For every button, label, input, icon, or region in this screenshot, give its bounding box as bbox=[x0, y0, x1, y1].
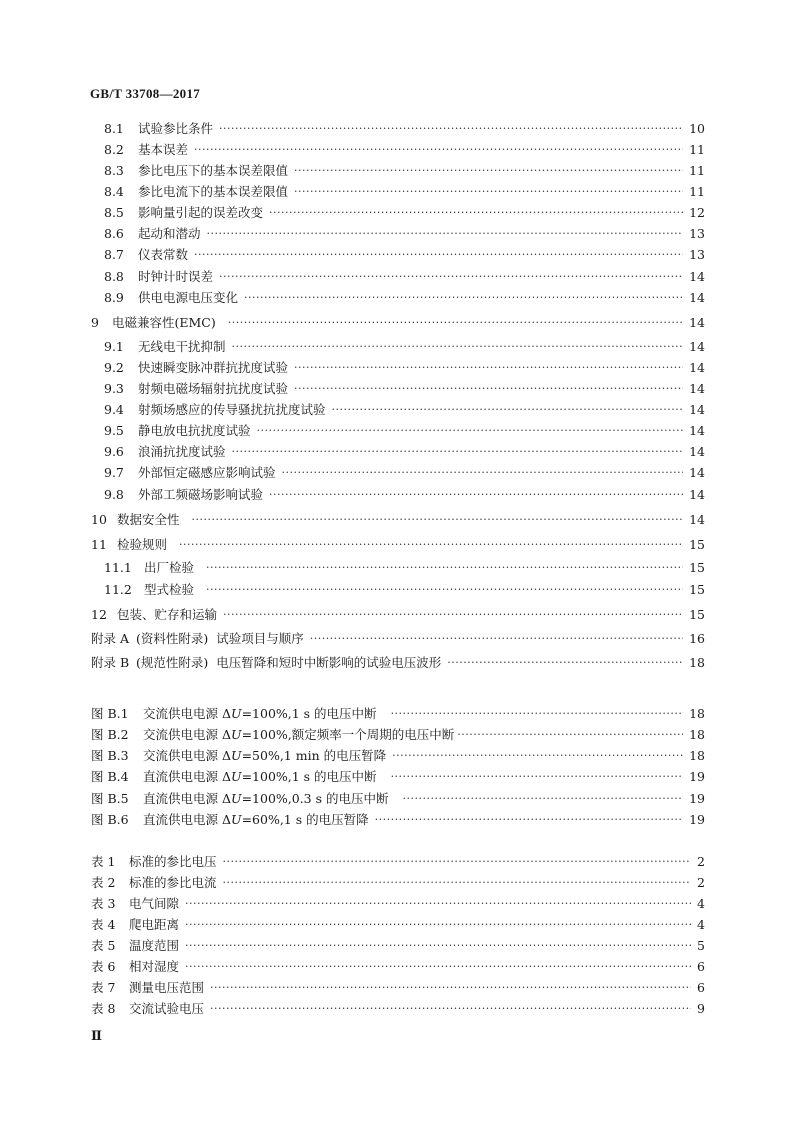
figure-entry-b2[interactable] bbox=[0, 725, 794, 745]
toc-title: 试验参比条件 bbox=[138, 121, 214, 136]
toc-number: 附录 A bbox=[91, 631, 130, 646]
toc-title: 浪涌抗扰度试验 bbox=[138, 444, 226, 459]
table-number: 表 8 bbox=[91, 1001, 116, 1016]
table-page: 4 bbox=[697, 896, 705, 911]
toc-number: 11 bbox=[91, 537, 107, 552]
toc-entry-9-8[interactable] bbox=[0, 485, 794, 505]
dot-leader bbox=[232, 337, 684, 357]
figure-number: 图 B.2 bbox=[91, 727, 129, 742]
figure-page: 18 bbox=[689, 727, 705, 742]
table-entry-7[interactable] bbox=[0, 978, 794, 998]
figure-entry-b6[interactable] bbox=[0, 810, 794, 830]
dot-leader bbox=[210, 978, 691, 998]
toc-number: 9.4 bbox=[104, 402, 124, 417]
figure-number: 图 B.5 bbox=[91, 791, 129, 806]
toc-page: 14 bbox=[689, 315, 705, 330]
toc-title: 检验规则 bbox=[117, 537, 168, 552]
toc-page: 14 bbox=[689, 512, 705, 527]
figure-title: 直流供电电源 ΔU=100%,1 s 的电压中断 bbox=[143, 769, 377, 784]
figure-number: 图 B.6 bbox=[91, 812, 129, 827]
dot-leader bbox=[223, 605, 683, 625]
dot-leader bbox=[457, 725, 683, 745]
dot-leader bbox=[185, 894, 691, 914]
dot-leader bbox=[391, 767, 684, 787]
toc-entry-8-8[interactable] bbox=[0, 267, 794, 287]
toc-entry-annex-a[interactable] bbox=[0, 629, 794, 649]
table-number: 表 2 bbox=[91, 875, 116, 890]
dot-leader bbox=[194, 140, 683, 160]
dot-leader bbox=[232, 442, 684, 462]
toc-number: 11.2 bbox=[104, 582, 132, 597]
toc-entry-11-1[interactable] bbox=[0, 558, 794, 578]
toc-title: 包装、贮存和运输 bbox=[117, 607, 218, 622]
toc-number: 8.3 bbox=[104, 163, 124, 178]
dot-leader bbox=[223, 852, 692, 872]
dot-leader bbox=[206, 558, 683, 578]
toc-page: 14 bbox=[689, 465, 705, 480]
figure-number: 图 B.3 bbox=[91, 748, 129, 763]
dot-leader bbox=[179, 535, 683, 555]
toc-page: 16 bbox=[689, 631, 705, 646]
figure-entry-b3[interactable] bbox=[0, 746, 794, 766]
toc-entry-9-5[interactable] bbox=[0, 421, 794, 441]
figure-title: 直流供电电源 ΔU=100%,0.3 s 的电压中断 bbox=[143, 791, 389, 806]
figure-title: 交流供电电源 ΔU=100%,1 s 的电压中断 bbox=[143, 706, 377, 721]
table-page: 2 bbox=[697, 854, 705, 869]
figure-page: 19 bbox=[689, 791, 705, 806]
toc-title: 起动和潜动 bbox=[138, 226, 201, 241]
toc-title: 出厂检验 bbox=[144, 560, 195, 575]
toc-entry-9-1[interactable] bbox=[0, 337, 794, 357]
figure-entry-b5[interactable] bbox=[0, 789, 794, 809]
dot-leader bbox=[375, 810, 683, 830]
table-title: 标准的参比电压 bbox=[129, 854, 217, 869]
dot-leader bbox=[403, 789, 684, 809]
dot-leader bbox=[392, 746, 683, 766]
toc-entry-8-5[interactable] bbox=[0, 203, 794, 223]
table-title: 电气间隙 bbox=[129, 896, 180, 911]
toc-entry-9-7[interactable] bbox=[0, 463, 794, 483]
toc-title: 射频电磁场辐射抗扰度试验 bbox=[138, 381, 289, 396]
dot-leader bbox=[269, 203, 683, 223]
toc-page: 10 bbox=[689, 121, 705, 136]
toc-page: 14 bbox=[689, 444, 705, 459]
table-number: 表 3 bbox=[91, 896, 116, 911]
toc-number: 8.8 bbox=[104, 269, 124, 284]
table-entry-6[interactable] bbox=[0, 957, 794, 977]
toc-page: 18 bbox=[689, 655, 705, 670]
toc-title: 影响量引起的误差改变 bbox=[138, 205, 264, 220]
dot-leader bbox=[294, 161, 683, 181]
dot-leader bbox=[294, 182, 683, 202]
toc-entry-11[interactable] bbox=[0, 535, 794, 555]
toc-title: 参比电压下的基本误差限值 bbox=[138, 163, 289, 178]
toc-page: 12 bbox=[689, 205, 705, 220]
toc-number: 8.2 bbox=[104, 142, 124, 157]
toc-page: 11 bbox=[689, 184, 705, 199]
toc-entry-8-9[interactable] bbox=[0, 288, 794, 308]
toc-title: 快速瞬变脉冲群抗扰度试验 bbox=[138, 360, 289, 375]
table-page: 5 bbox=[697, 938, 705, 953]
toc-title: 电磁兼容性(EMC) bbox=[112, 315, 216, 330]
dot-leader bbox=[219, 267, 683, 287]
table-number: 表 7 bbox=[91, 980, 116, 995]
toc-number: 9.7 bbox=[104, 465, 124, 480]
dot-leader bbox=[185, 957, 691, 977]
table-page: 4 bbox=[697, 917, 705, 932]
toc-page: 11 bbox=[689, 163, 705, 178]
toc-page: 14 bbox=[689, 402, 705, 417]
toc-number: 9.8 bbox=[104, 487, 124, 502]
dot-leader bbox=[219, 119, 683, 139]
toc-number: 12 bbox=[91, 607, 107, 622]
dot-leader bbox=[294, 379, 683, 399]
toc-number: 11.1 bbox=[104, 560, 132, 575]
toc-title: 基本误差 bbox=[138, 142, 189, 157]
table-title: 温度范围 bbox=[129, 938, 180, 953]
toc-entry-8-3[interactable] bbox=[0, 161, 794, 181]
dot-leader bbox=[223, 873, 692, 893]
toc-title: 外部工频磁场影响试验 bbox=[138, 487, 264, 502]
toc-page: 15 bbox=[689, 560, 705, 575]
toc-number: 8.4 bbox=[104, 184, 124, 199]
table-entry-3[interactable] bbox=[0, 894, 794, 914]
toc-number: 8.7 bbox=[104, 247, 124, 262]
toc-number: 9.6 bbox=[104, 444, 124, 459]
figure-title: 交流供电电源 ΔU=100%,额定频率一个周期的电压中断 bbox=[143, 727, 455, 742]
figure-entry-b4[interactable] bbox=[0, 767, 794, 787]
toc-number: 9.2 bbox=[104, 360, 124, 375]
table-title: 交流试验电压 bbox=[129, 1001, 205, 1016]
dot-leader bbox=[244, 288, 683, 308]
toc-page: 14 bbox=[689, 290, 705, 305]
figure-title: 交流供电电源 ΔU=50%,1 min 的电压暂降 bbox=[143, 748, 387, 763]
toc-page: 13 bbox=[689, 247, 705, 262]
table-number: 表 5 bbox=[91, 938, 116, 953]
toc-title: 外部恒定磁感应影响试验 bbox=[138, 465, 276, 480]
toc-title: 时钟计时误差 bbox=[138, 269, 214, 284]
toc-title: 供电电源电压变化 bbox=[138, 290, 239, 305]
toc-entry-annex-b[interactable] bbox=[0, 653, 794, 673]
toc-number: 9.1 bbox=[104, 339, 124, 354]
dot-leader bbox=[310, 629, 683, 649]
table-entry-1[interactable] bbox=[0, 852, 794, 872]
toc-entry-12[interactable] bbox=[0, 605, 794, 625]
toc-page: 15 bbox=[689, 537, 705, 552]
table-entry-5[interactable] bbox=[0, 936, 794, 956]
table-entry-8[interactable] bbox=[0, 999, 794, 1019]
toc-entry-9-4[interactable] bbox=[0, 400, 794, 420]
page-number: Ⅱ bbox=[91, 1028, 102, 1043]
table-page: 9 bbox=[697, 1001, 705, 1016]
toc-entry-8-1[interactable] bbox=[0, 119, 794, 139]
table-title: 测量电压范围 bbox=[129, 980, 205, 995]
toc-page: 11 bbox=[689, 142, 705, 157]
dot-leader bbox=[269, 485, 683, 505]
toc-title: (规范性附录) 电压暂降和短时中断影响的试验电压波形 bbox=[136, 655, 442, 670]
dot-leader bbox=[192, 510, 684, 530]
dot-leader bbox=[210, 999, 691, 1019]
toc-number: 9 bbox=[91, 315, 99, 330]
toc-page: 14 bbox=[689, 339, 705, 354]
dot-leader bbox=[282, 463, 684, 483]
toc-entry-9-3[interactable] bbox=[0, 379, 794, 399]
toc-title: 数据安全性 bbox=[117, 512, 180, 527]
table-entry-4[interactable] bbox=[0, 915, 794, 935]
document-header: GB/T 33708—2017 bbox=[90, 86, 201, 101]
dot-leader bbox=[257, 421, 684, 441]
dot-leader bbox=[194, 245, 683, 265]
toc-title: 射频场感应的传导骚扰抗扰度试验 bbox=[138, 402, 326, 417]
toc-page: 14 bbox=[689, 423, 705, 438]
figure-entry-b1[interactable] bbox=[0, 704, 794, 724]
toc-title: 无线电干扰抑制 bbox=[138, 339, 226, 354]
toc-page: 14 bbox=[689, 360, 705, 375]
toc-entry-9-6[interactable] bbox=[0, 442, 794, 462]
toc-entry-8-6[interactable] bbox=[0, 224, 794, 244]
figure-number: 图 B.1 bbox=[91, 706, 129, 721]
toc-title: 静电放电抗扰度试验 bbox=[138, 423, 251, 438]
toc-entry-9[interactable] bbox=[0, 313, 794, 333]
toc-number: 8.9 bbox=[104, 290, 124, 305]
toc-page: 15 bbox=[689, 607, 705, 622]
toc-title: 型式检验 bbox=[144, 582, 195, 597]
table-title: 相对湿度 bbox=[129, 959, 180, 974]
toc-page: 14 bbox=[689, 381, 705, 396]
toc-entry-8-7[interactable] bbox=[0, 245, 794, 265]
figure-page: 18 bbox=[689, 706, 705, 721]
toc-number: 9.3 bbox=[104, 381, 124, 396]
toc-page: 15 bbox=[689, 582, 705, 597]
table-entry-2[interactable] bbox=[0, 873, 794, 893]
table-number: 表 4 bbox=[91, 917, 116, 932]
toc-number: 10 bbox=[91, 512, 107, 527]
figure-page: 19 bbox=[689, 812, 705, 827]
dot-leader bbox=[206, 580, 683, 600]
table-page: 6 bbox=[697, 959, 705, 974]
toc-number: 9.5 bbox=[104, 423, 124, 438]
table-page: 6 bbox=[697, 980, 705, 995]
toc-number: 8.5 bbox=[104, 205, 124, 220]
toc-page: 13 bbox=[689, 226, 705, 241]
toc-entry-9-2[interactable] bbox=[0, 358, 794, 378]
toc-entry-8-2[interactable] bbox=[0, 140, 794, 160]
toc-number: 8.1 bbox=[104, 121, 124, 136]
table-title: 标准的参比电流 bbox=[129, 875, 217, 890]
toc-page: 14 bbox=[689, 487, 705, 502]
dot-leader bbox=[447, 653, 683, 673]
dot-leader bbox=[294, 358, 683, 378]
toc-title: 仪表常数 bbox=[138, 247, 189, 262]
figure-page: 18 bbox=[689, 748, 705, 763]
figure-title: 直流供电电源 ΔU=60%,1 s 的电压暂降 bbox=[143, 812, 369, 827]
toc-title: (资料性附录) 试验项目与顺序 bbox=[136, 631, 304, 646]
toc-number: 附录 B bbox=[91, 655, 130, 670]
dot-leader bbox=[185, 915, 691, 935]
dot-leader bbox=[332, 400, 684, 420]
table-title: 爬电距离 bbox=[129, 917, 180, 932]
table-page: 2 bbox=[697, 875, 705, 890]
toc-number: 8.6 bbox=[104, 226, 124, 241]
figure-page: 19 bbox=[689, 769, 705, 784]
figure-number: 图 B.4 bbox=[91, 769, 129, 784]
toc-title: 参比电流下的基本误差限值 bbox=[138, 184, 289, 199]
toc-entry-10[interactable] bbox=[0, 510, 794, 530]
dot-leader bbox=[207, 224, 684, 244]
toc-entry-8-4[interactable] bbox=[0, 182, 794, 202]
dot-leader bbox=[391, 704, 684, 724]
dot-leader bbox=[185, 936, 691, 956]
table-number: 表 1 bbox=[91, 854, 116, 869]
toc-page: 14 bbox=[689, 269, 705, 284]
table-number: 表 6 bbox=[91, 959, 116, 974]
toc-entry-11-2[interactable] bbox=[0, 580, 794, 600]
dot-leader bbox=[228, 313, 683, 333]
